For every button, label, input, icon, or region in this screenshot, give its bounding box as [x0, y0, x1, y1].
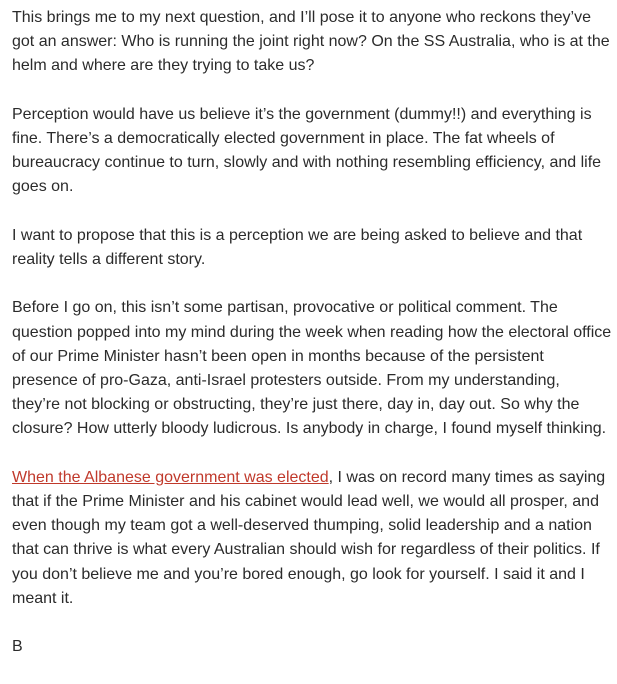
paragraph-next-question: This brings me to my next question, and I’ll pose it to anyone who reckons they’ve got an answer: Who is running the joint right now? On the SS Australia, who is at the helm and where are they trying to take us? [12, 9, 610, 75]
paragraph-perception: Perception would have us believe it’s the government (dummy!!) and everything is fine. There’s a democratically elected government in place. The fat wheels of bureaucracy continue to turn, slowly and with nothing resembling efficiency, and life goes on. [12, 105, 602, 196]
paragraph-albanese-text: , I was on record many times as saying that if the Prime Minister and his cabinet would lead well, we would all prosper, and even though my team got a well-deserved thumping, solid leadership and a nation that can thrive is what every Australian should wish for regardless of their politics. If you don’t believe me and you’re bored enough, go look for yourself. I said it and I meant it. [12, 468, 606, 607]
trailing-text: B [12, 638, 23, 656]
article-body [12, 6, 612, 684]
paragraph-albanese [12, 466, 612, 611]
paragraph-before-i-go-on: Before I go on, this isn’t some partisan, provocative or political comment. The question popped into my mind during the week when reading how the electoral office of our Prime Minister hasn’t been open in months because of the persistent presence of pro-Gaza, anti-Israel protesters outside. From my understanding, they’re not blocking or obstructing, they’re just there, day in, day out. So why the closure? How utterly bloody ludicrous. Is anybody in charge, I found myself thinking. [12, 299, 612, 438]
paragraph-proposal: I want to propose that this is a perception we are being asked to believe and that reality tells a different story. [12, 226, 583, 268]
albanese-government-link[interactable]: When the Albanese government was elected [12, 468, 329, 486]
